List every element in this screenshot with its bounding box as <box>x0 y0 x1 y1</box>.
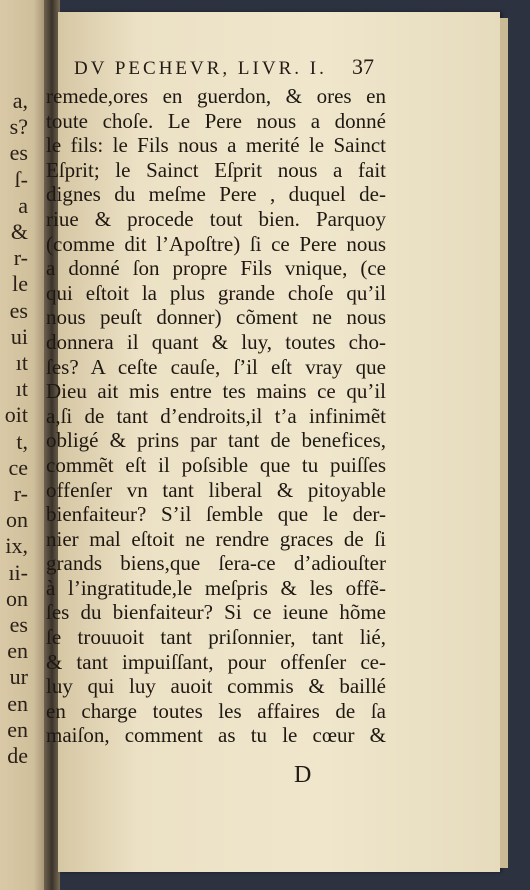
text-line: riue & procede tout bien. Parquoy <box>46 206 386 231</box>
facing-page-fragment: a, <box>12 88 28 113</box>
facing-page-fragment: on <box>6 507 28 533</box>
facing-page-fragment: es <box>9 612 28 637</box>
facing-page-edge <box>0 0 48 890</box>
text-line: en charge toutes les affaires de ſa <box>46 698 386 723</box>
facing-page-fragment: r- <box>13 245 28 271</box>
facing-page-fragment: r- <box>13 481 28 506</box>
facing-page-fragment: es <box>9 297 28 323</box>
text-line: a donné ſon propre Fils vnique, (ce <box>46 256 386 281</box>
facing-page-fragment: oit <box>4 402 28 428</box>
facing-page-fragment: en <box>7 690 28 716</box>
facing-page-fragment: de <box>7 743 28 768</box>
text-line: Dieu ait mis entre tes mains ce qu’il <box>46 379 386 404</box>
facing-page-fragment: on <box>6 585 28 611</box>
facing-page-fragment: ix, <box>5 533 28 559</box>
facing-page-fragment: le <box>12 271 28 297</box>
text-line: qui eſtoit la plus grande choſe qu’il <box>46 280 386 305</box>
facing-page-fragment: ıt <box>15 376 28 402</box>
signature-mark: D <box>294 762 312 788</box>
text-line: offenſer vn tant liberal & pitoyable <box>46 477 386 502</box>
facing-page-fragment: a <box>18 192 28 218</box>
text-line: ſe trouuoit tant priſonnier, tant lié, <box>46 625 386 650</box>
text-line: grands biens,que ſera-ce d’adiouſter <box>46 551 386 576</box>
running-title: DV PECHEVR, LIVR. I. <box>74 58 327 79</box>
text-line: dignes du meſme Pere , duquel de- <box>46 182 386 207</box>
facing-page-fragment: es <box>9 140 28 166</box>
body-text <box>46 84 386 748</box>
text-line: obligé & prins par tant de benefices, <box>46 428 386 453</box>
text-line: ſes du bienfaiteur? Si ce ieune hõme <box>46 600 386 625</box>
text-line: à l’ingratitude,le meſpris & les offẽ- <box>46 575 386 600</box>
facing-page-fragment: ıi- <box>8 559 28 585</box>
text-line: (comme dit l’Apoſtre) ſi ce Pere nous <box>46 231 386 256</box>
facing-page-fragment: s? <box>9 114 28 140</box>
facing-page-fragment: ui <box>10 323 28 349</box>
page-number: 37 <box>352 54 374 79</box>
text-line: bienfaiteur? S’il ſemble que le der- <box>46 502 386 527</box>
text-line: luy qui luy auoit commis & baillé <box>46 674 386 699</box>
facing-page-fragment: en <box>7 638 28 664</box>
text-line: commẽt eſt il poſsible que tu puiſſes <box>46 452 386 477</box>
text-line: ſes? A ceſte cauſe, ſ’il eſt vray que <box>46 354 386 379</box>
text-line: a,ſi de tant d’endroits,il t’a infinimẽt <box>46 403 386 428</box>
facing-page-fragment: ce <box>8 454 28 480</box>
facing-page-fragment: ur <box>9 664 28 690</box>
facing-page-fragment: t, <box>16 428 28 454</box>
facing-page-fragment: en <box>7 716 28 742</box>
facing-page-fragment: ſ- <box>14 166 28 192</box>
text-line: le fils: le Fils nous a merité le Sainct <box>46 133 386 158</box>
facing-page-fragment: ıt <box>15 350 28 375</box>
facing-page-fragment: & <box>10 219 28 244</box>
text-line: maiſon, comment as tu le cœur & <box>46 723 386 748</box>
text-line: donnera il quant & luy, toutes cho- <box>46 329 386 354</box>
text-line: & tant impuiſſant, pour offenſer ce- <box>46 649 386 674</box>
text-line: nous peuſt donner) cõment ne nous <box>46 305 386 330</box>
text-line: remede,ores en guerdon, & ores en <box>46 84 386 108</box>
text-line: Eſprit; le Sainct Eſprit nous a fait <box>46 157 386 182</box>
text-line: nier mal eſtoit ne rendre graces de ſi <box>46 526 386 551</box>
page-stack-edge <box>500 18 508 868</box>
text-line: toute choſe. Le Pere nous a donné <box>46 108 386 133</box>
